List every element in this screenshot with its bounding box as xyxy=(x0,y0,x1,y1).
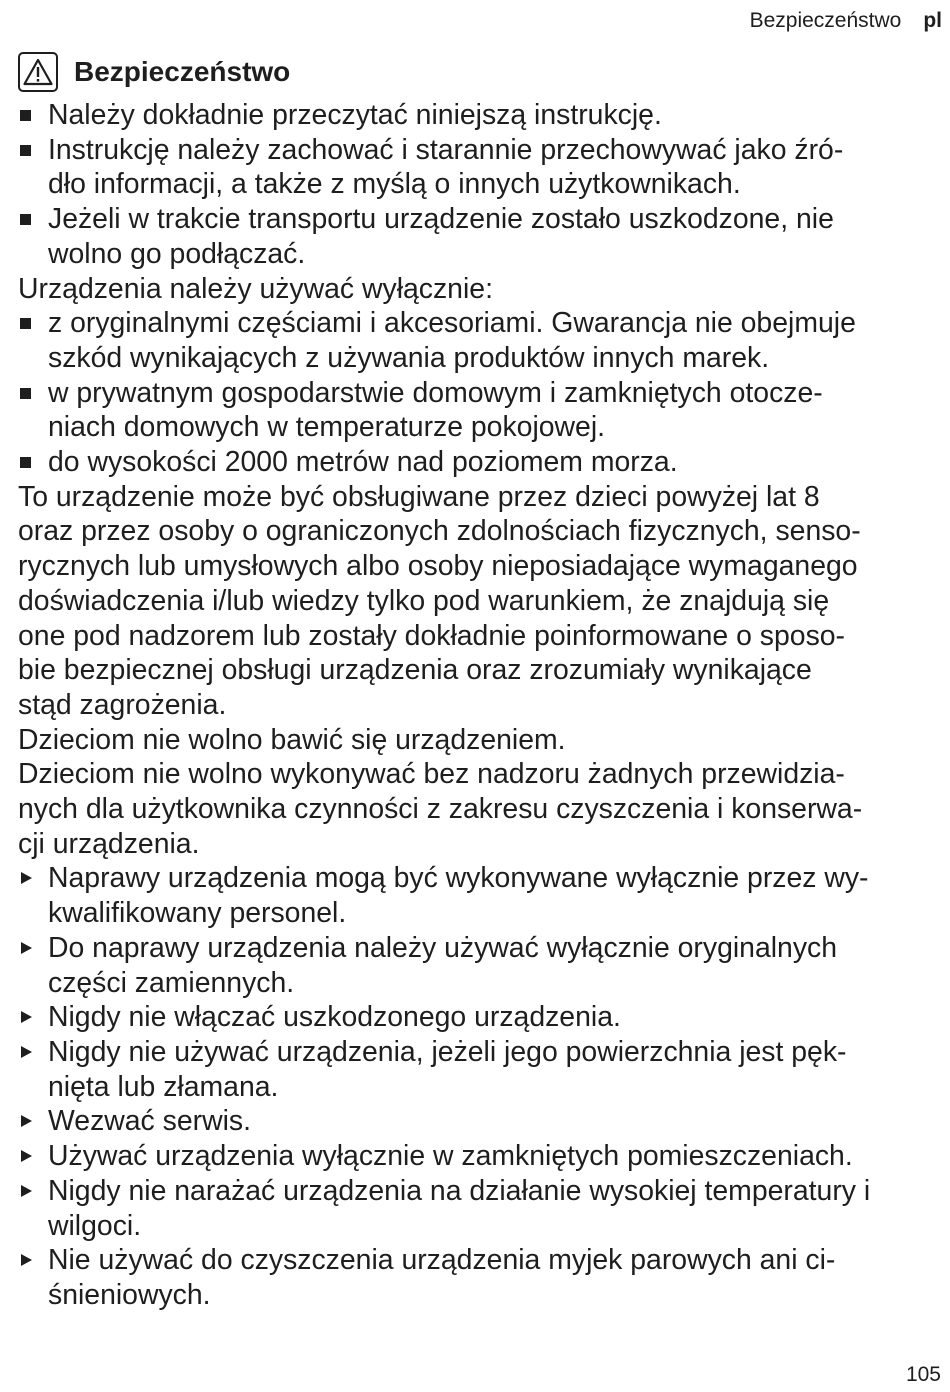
page-number: 105 xyxy=(905,1363,941,1386)
children-paragraph xyxy=(18,480,943,723)
paragraph-line: nych dla użytkownika czynności z zakresu czyszczenia i konserwa- xyxy=(18,793,863,826)
running-header xyxy=(750,6,942,36)
header-language: pl xyxy=(923,9,942,32)
arrow-bullet-icon xyxy=(21,1046,32,1058)
list-item xyxy=(18,133,943,202)
usage-conditions-list xyxy=(18,306,943,480)
paragraph-line: oraz przez osoby o ograniczonych zdolnościach fizycznych, senso- xyxy=(18,515,861,548)
list-item-text: do wysokości 2000 metrów nad poziomem morza. xyxy=(48,446,678,479)
arrow-bullet-icon xyxy=(21,1011,32,1023)
square-bullet-icon xyxy=(20,145,31,156)
list-item-text: Instrukcję należy zachować i starannie przechowywać jako źró- xyxy=(48,133,844,166)
list-item-text: w prywatnym gospodarstwie domowym i zamkniętych otocze- xyxy=(48,376,823,409)
instruction-item xyxy=(18,1139,943,1174)
instruction-item xyxy=(18,1243,943,1312)
instruction-item xyxy=(18,1035,943,1104)
instructions-list xyxy=(18,861,943,1312)
paragraph-line: rycznych lub umysłowych albo osoby nieposiadające wymaganego xyxy=(18,550,858,583)
arrow-bullet-icon xyxy=(21,1115,32,1127)
list-item xyxy=(18,376,943,445)
list-item xyxy=(18,306,943,375)
square-bullet-icon xyxy=(20,214,31,225)
instruction-item xyxy=(18,1174,943,1243)
paragraph-line: To urządzenie może być obsługiwane przez dzieci powyżej lat 8 xyxy=(18,480,820,513)
warning-triangle-icon xyxy=(18,52,58,92)
header-section: Bezpieczeństwo xyxy=(749,9,902,32)
list-item-text: szkód wynikających z używania produktów innych marek. xyxy=(48,341,770,374)
paragraph-line: bie bezpiecznej obsługi urządzenia oraz zrozumiały wynikające xyxy=(18,654,812,687)
instruction-text: Używać urządzenia wyłącznie w zamkniętych pomieszczeniach. xyxy=(48,1140,853,1173)
arrow-bullet-icon xyxy=(21,942,32,954)
children-play-paragraph: Dzieciom nie wolno bawić się urządzeniem. xyxy=(18,723,566,756)
instruction-item xyxy=(18,1104,943,1139)
list-item-text: Jeżeli w trakcie transportu urządzenie zostało uszkodzone, nie xyxy=(48,203,834,236)
instruction-text: nięta lub złamana. xyxy=(48,1070,279,1103)
instruction-text: Naprawy urządzenia mogą być wykonywane wyłącznie przez wy- xyxy=(48,862,869,895)
instruction-text: Nie używać do czyszczenia urządzenia myjek parowych ani ci- xyxy=(48,1244,836,1277)
list-item xyxy=(18,98,943,133)
instruction-text: Do naprawy urządzenia należy używać wyłącznie oryginalnych xyxy=(48,931,838,964)
instruction-text: wilgoci. xyxy=(48,1209,142,1242)
square-bullet-icon xyxy=(20,318,31,329)
list-item-text: Należy dokładnie przeczytać niniejszą instrukcję. xyxy=(48,99,662,131)
instruction-text: śnieniowych. xyxy=(48,1278,211,1311)
paragraph-line: Dzieciom nie wolno wykonywać bez nadzoru żadnych przewidzia- xyxy=(18,758,845,791)
square-bullet-icon xyxy=(20,388,31,399)
list-item-text: dło informacji, a także z myślą o innych użytkownikach. xyxy=(48,168,741,201)
list-item-text: wolno go podłączać. xyxy=(48,237,306,270)
list-item-text: niach domowych w temperaturze pokojowej. xyxy=(48,411,606,444)
paragraph-line: cji urządzenia. xyxy=(18,827,200,860)
square-bullet-icon xyxy=(20,457,31,468)
paragraph-line: doświadczenia i/lub wiedzy tylko pod warunkiem, że znajdują się xyxy=(18,584,830,617)
instruction-text: Nigdy nie używać urządzenia, jeżeli jego powierzchnia jest pęk- xyxy=(48,1035,847,1068)
arrow-bullet-icon xyxy=(21,1254,32,1266)
paragraph-line: stąd zagrożenia. xyxy=(18,688,227,721)
instruction-text: Nigdy nie włączać uszkodzonego urządzenia. xyxy=(48,1001,621,1034)
usage-intro: Urządzenia należy używać wyłącznie: xyxy=(18,272,493,305)
section-heading xyxy=(18,52,290,92)
children-cleaning-paragraph xyxy=(18,757,943,861)
arrow-bullet-icon xyxy=(21,1150,32,1162)
list-item xyxy=(18,445,943,480)
instruction-text: Nigdy nie narażać urządzenia na działanie wysokiej temperatury i xyxy=(48,1174,871,1207)
paragraph-line: one pod nadzorem lub zostały dokładnie poinformowane o sposo- xyxy=(18,619,846,652)
instruction-item xyxy=(18,1000,943,1035)
section-title: Bezpieczeństwo xyxy=(74,56,291,87)
arrow-bullet-icon xyxy=(21,872,32,884)
instruction-item xyxy=(18,931,943,1000)
safety-content xyxy=(18,98,943,1313)
list-item xyxy=(18,202,943,271)
list-item-text: z oryginalnymi częściami i akcesoriami. Gwarancja nie obejmuje xyxy=(48,307,856,340)
instruction-text: Wezwać serwis. xyxy=(48,1105,251,1138)
instruction-item xyxy=(18,861,943,930)
square-bullet-icon xyxy=(20,110,31,121)
instruction-text: kwalifikowany personel. xyxy=(48,897,347,930)
arrow-bullet-icon xyxy=(21,1185,32,1197)
general-safety-list xyxy=(18,98,943,272)
instruction-text: części zamiennych. xyxy=(48,966,295,999)
